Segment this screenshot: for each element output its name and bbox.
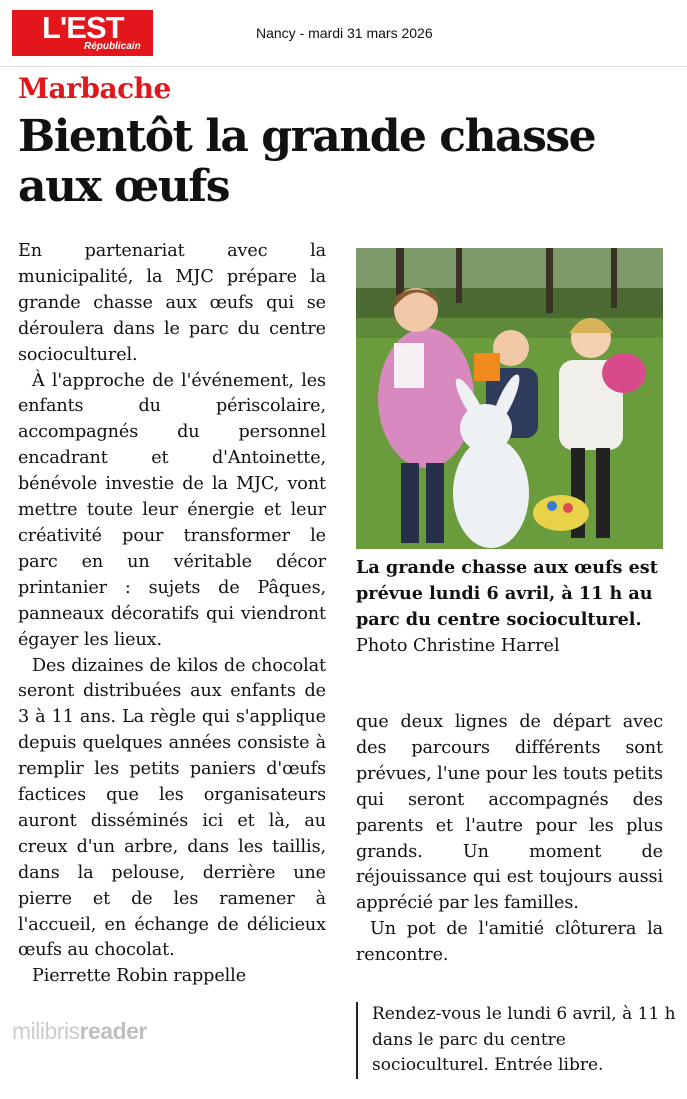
photo-credit: Photo Christine Harrel (356, 636, 560, 656)
article-column-left (18, 239, 326, 990)
watermark-part-1: milibris (12, 1018, 80, 1044)
paragraph-2: À l'approche de l'événement, les enfants du périscolaire, accompagnés du personnel encadrant et d'Antoinette, bénévole investie de la MJC, vont mettre toute leur énergie et leur créativité pour transformer le parc en un véritable décor printanier : sujets de Pâques, panneaux décoratifs qui viendront égayer les lieux. (18, 370, 326, 650)
reader-watermark (12, 1018, 147, 1045)
article-headline (18, 112, 658, 212)
headline-line-1: Bientôt la grande chasse (18, 111, 596, 162)
article-kicker: Marbache (18, 72, 171, 105)
paragraph-1: En partenariat avec la municipalité, la MJC prépare la grande chasse aux œufs qui se déroulera dans le parc du centre socioculturel. (18, 241, 326, 365)
paragraph-4: Pierrette Robin rappelle (32, 966, 247, 987)
practical-info-box: Rendez-vous le lundi 6 avril, à 11 h dans le parc du centre socioculturel. Entrée libre. (356, 1002, 679, 1079)
newspaper-logo[interactable] (12, 10, 153, 56)
easter-kids-photo-image (356, 248, 663, 549)
watermark-part-2: reader (79, 1018, 147, 1044)
article-column-right (356, 710, 663, 969)
paragraph-5: Un pot de l'amitié clôturera la rencontre. (356, 919, 663, 966)
logo-title: L'EST (42, 10, 124, 45)
paragraph-4-continued: que deux lignes de départ avec des parcours différents sont prévues, l'une pour les touts petits qui seront accompagnés des parents et l'autre pour les plus grands. Un moment de réjouissance qui est toujours aussi apprécié par les familles. (356, 712, 663, 914)
edition-dateline: Nancy - mardi 31 mars 2026 (256, 25, 433, 41)
article-photo[interactable] (356, 248, 663, 549)
photo-caption (356, 555, 663, 659)
logo-subtitle: Républicain (84, 41, 141, 52)
caption-text: La grande chasse aux œufs est prévue lundi 6 avril, à 11 h au parc du centre socioculturel. (356, 557, 658, 630)
masthead (0, 0, 687, 67)
headline-line-2: aux œufs (18, 161, 229, 212)
paragraph-3: Des dizaines de kilos de chocolat seront distribuées aux enfants de 3 à 11 ans. La règle qui s'applique depuis quelques années consiste à remplir les petits paniers d'œufs factices que les organisateurs auront disséminés ici et là, au creux d'un arbre, dans les taillis, dans la pelouse, derrière une pierre et de les ramener à l'accueil, en échange de délicieux œufs au chocolat. (18, 655, 326, 961)
